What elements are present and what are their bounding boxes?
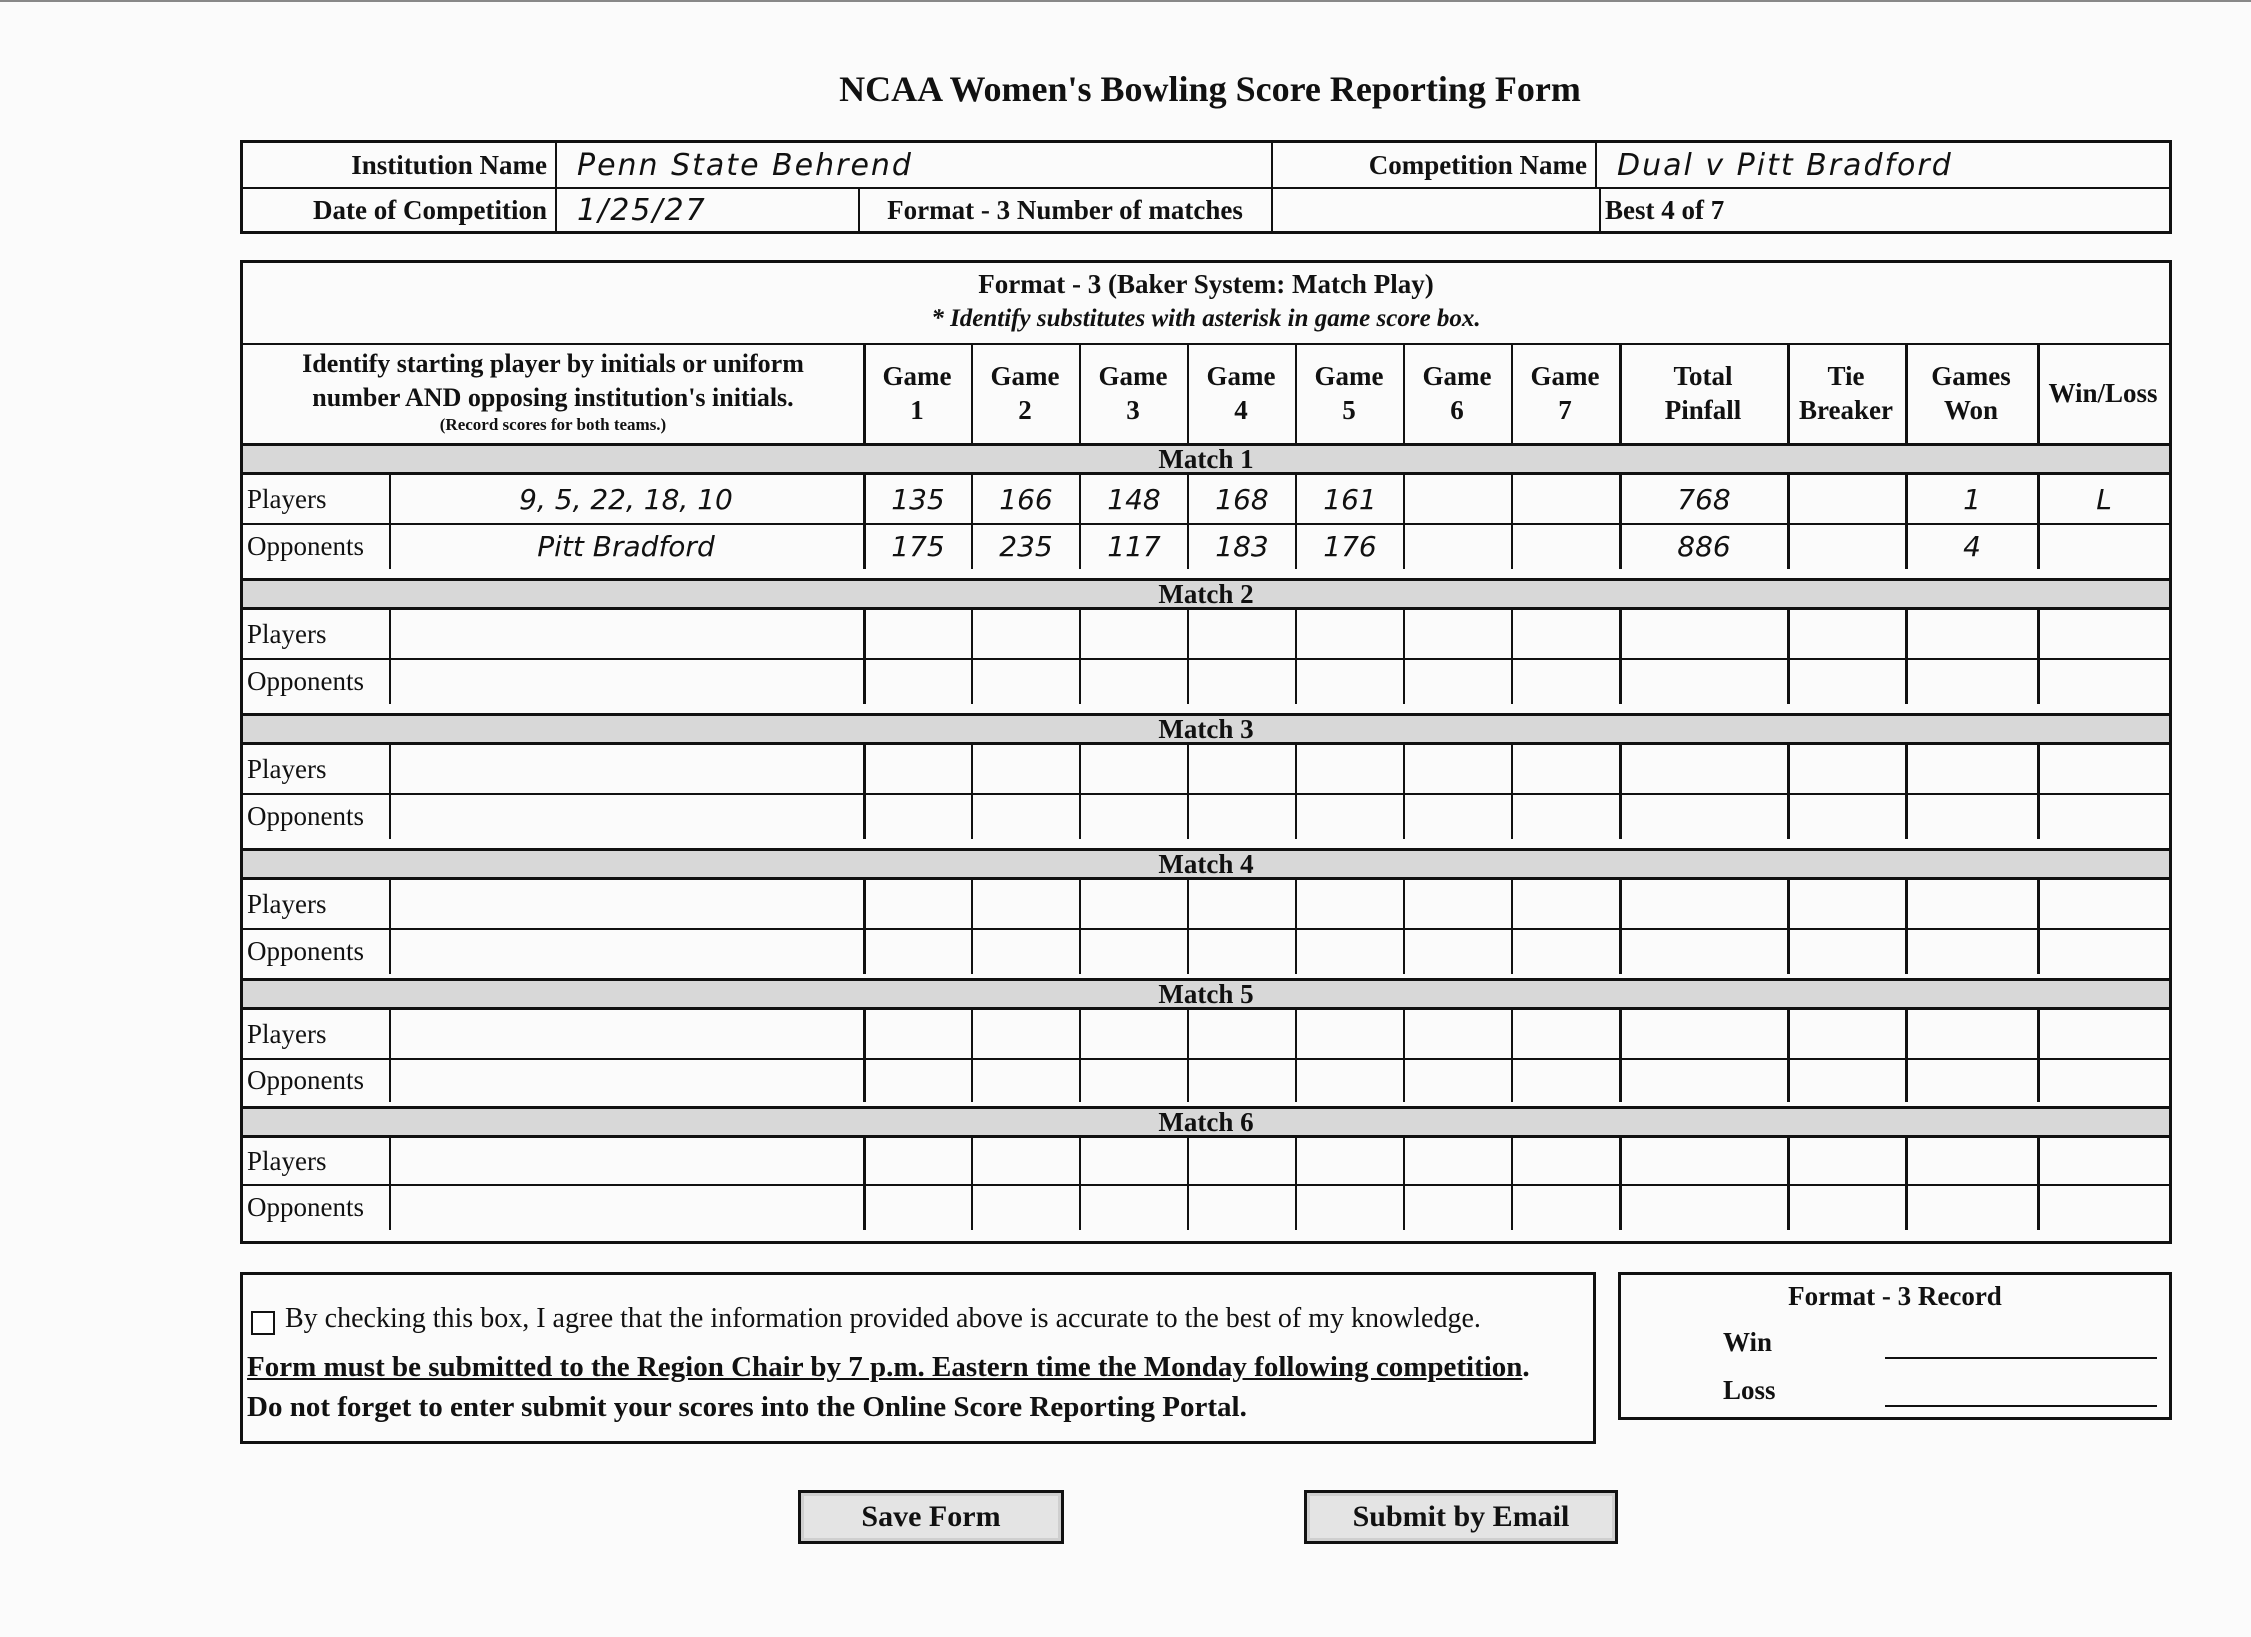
table-grid: [243, 263, 2169, 1241]
score-cell[interactable]: [1406, 793, 1510, 839]
cell-divider: [1187, 793, 1189, 839]
opponents-id-field[interactable]: [391, 1058, 861, 1102]
score-cell[interactable]: [1622, 880, 1786, 928]
cell-divider: [1403, 610, 1405, 658]
players-id-field[interactable]: [391, 1010, 861, 1058]
opponents-id-field[interactable]: [391, 1184, 861, 1230]
identify-line2: number AND opposing institution's initials.: [312, 383, 794, 412]
opponents-label: Opponents: [247, 665, 364, 696]
opponents-id-field[interactable]: [391, 793, 861, 839]
score-cell[interactable]: [1514, 880, 1618, 928]
score-cell[interactable]: [1082, 793, 1186, 839]
score-cell[interactable]: [974, 1138, 1078, 1184]
match-header: Match 6: [243, 1106, 2169, 1138]
score-cell[interactable]: [1406, 880, 1510, 928]
score-cell[interactable]: [1190, 1184, 1294, 1230]
cell-divider: [1187, 1010, 1189, 1058]
score-cell[interactable]: [1908, 1058, 2036, 1102]
score-cell[interactable]: [866, 745, 970, 793]
cell-divider: [1511, 745, 1513, 793]
cell-divider: [1511, 793, 1513, 839]
column-header: [1511, 343, 1619, 443]
score-cell[interactable]: [1298, 658, 1402, 704]
column-header: [2037, 343, 2169, 443]
competition-label: Competition Name: [1368, 149, 1587, 180]
cell-divider: [1403, 1138, 1405, 1184]
agree-checkbox[interactable]: [251, 1311, 275, 1335]
score-cell[interactable]: [1406, 745, 1510, 793]
score-cell[interactable]: [866, 658, 970, 704]
score-cell[interactable]: [866, 610, 970, 658]
cell-divider: [971, 1138, 973, 1184]
opponents-label: Opponents: [247, 800, 364, 831]
score-cell[interactable]: [1298, 928, 1402, 974]
score-cell[interactable]: [1622, 928, 1786, 974]
column-header-line1: Game: [1206, 361, 1276, 391]
score-cell[interactable]: [1908, 928, 2036, 974]
cell-divider: [1295, 745, 1297, 793]
column-header-line1: Game: [1422, 361, 1492, 391]
column-header: [1079, 343, 1187, 443]
players-label: Players: [247, 888, 327, 919]
cell-divider: [1403, 475, 1405, 523]
score-cell[interactable]: [2040, 610, 2168, 658]
score-cell[interactable]: [1406, 658, 1510, 704]
score-cell[interactable]: [2040, 928, 2168, 974]
column-header-line2: 4: [1234, 395, 1248, 425]
score-cell[interactable]: [1406, 523, 1510, 569]
score-cell[interactable]: [1190, 1010, 1294, 1058]
score-cell[interactable]: [1514, 793, 1618, 839]
score-cell[interactable]: [2040, 793, 2168, 839]
portal-text: . Do not forget to enter submit your scores into the Online Score Reporting Portal.: [247, 1351, 1530, 1423]
players-id-field[interactable]: [391, 880, 861, 928]
form-title: NCAA Women's Bowling Score Reporting Form: [839, 69, 1581, 109]
column-header: [1403, 343, 1511, 443]
cell-divider: [971, 1058, 973, 1102]
players-label: Players: [247, 753, 327, 784]
header-box: [240, 140, 2172, 234]
opponents-id-field[interactable]: [391, 658, 861, 704]
column-header-line2: Pinfall: [1664, 395, 1742, 425]
cell-divider: [1403, 793, 1405, 839]
score-cell[interactable]: [1190, 745, 1294, 793]
cell-divider: [1403, 1184, 1405, 1230]
score-cell[interactable]: 183: [1215, 529, 1269, 563]
column-header-line1: Game: [882, 361, 952, 391]
score-cell[interactable]: [1908, 1184, 2036, 1230]
score-cell[interactable]: [866, 1058, 970, 1102]
column-header-line1: Games: [1931, 361, 2011, 391]
score-cell[interactable]: [1908, 793, 2036, 839]
score-cell[interactable]: [1082, 1010, 1186, 1058]
column-header-line2: 3: [1126, 395, 1140, 425]
cell-divider: [1187, 928, 1189, 974]
opponents-label: Opponents: [247, 1064, 364, 1095]
score-cell[interactable]: 1: [1963, 482, 1981, 516]
cell-divider: [971, 523, 973, 569]
score-cell[interactable]: [1790, 610, 1904, 658]
column-header-line1: Tie: [1827, 361, 1865, 391]
cell-divider: [1295, 928, 1297, 974]
score-cell[interactable]: [1082, 610, 1186, 658]
score-cell[interactable]: [1514, 1058, 1618, 1102]
date-label: Date of Competition: [313, 194, 547, 225]
cell-divider: [1187, 475, 1189, 523]
cell-divider: [1187, 610, 1189, 658]
format-subtitle: * Identify substitutes with asterisk in game score box.: [931, 305, 1481, 332]
cell-divider: [971, 475, 973, 523]
score-cell[interactable]: [1298, 610, 1402, 658]
competition-field[interactable]: Dual v Pitt Bradford: [1617, 147, 1953, 183]
format-title: Format - 3 (Baker System: Match Play): [978, 269, 1434, 299]
cell-divider: [1403, 1058, 1405, 1102]
score-cell[interactable]: [2040, 745, 2168, 793]
cell-divider: [1295, 880, 1297, 928]
cell-divider: [1511, 658, 1513, 704]
cell-divider: [1511, 523, 1513, 569]
deadline-text: Form must be submitted to the Region Chair by 7 p.m. Eastern time the Monday following competition: [247, 1351, 1523, 1383]
score-cell[interactable]: [1406, 928, 1510, 974]
cell-divider: [1079, 1058, 1081, 1102]
cell-divider: [1079, 880, 1081, 928]
match-header: Match 4: [243, 848, 2169, 880]
cell-divider: [1079, 745, 1081, 793]
identify-line1: Identify starting player by initials or uniform: [302, 349, 804, 378]
score-cell[interactable]: [1514, 1184, 1618, 1230]
agree-text: By checking this box, I agree that the information provided above is accurate to the best of my knowledge.: [285, 1303, 1481, 1334]
match-header: Match 3: [243, 713, 2169, 745]
score-cell[interactable]: [1790, 1184, 1904, 1230]
submission-warning: [247, 1347, 1567, 1427]
score-cell[interactable]: [1190, 928, 1294, 974]
best-of-label: Best 4 of 7: [1605, 194, 1725, 225]
score-cell[interactable]: [1514, 745, 1618, 793]
score-cell[interactable]: 161: [1323, 482, 1377, 516]
cell-divider: [1079, 658, 1081, 704]
score-cell[interactable]: [974, 880, 1078, 928]
column-header: [863, 343, 971, 443]
score-cell[interactable]: 886: [1677, 529, 1731, 563]
score-cell[interactable]: [1790, 523, 1904, 569]
score-cell[interactable]: [1622, 610, 1786, 658]
score-cell[interactable]: [866, 1184, 970, 1230]
score-table: [240, 260, 2172, 1244]
loss-field[interactable]: [1885, 1405, 2157, 1407]
column-header-line2: Breaker: [1799, 395, 1893, 425]
players-id-field[interactable]: 9, 5, 22, 18, 10: [519, 482, 733, 516]
cell-divider: [1079, 475, 1081, 523]
score-cell[interactable]: [974, 610, 1078, 658]
cell-divider: [1511, 1058, 1513, 1102]
cell-divider: [1295, 610, 1297, 658]
column-header-line2: 5: [1342, 395, 1356, 425]
score-cell[interactable]: [1622, 1058, 1786, 1102]
score-cell[interactable]: [1406, 610, 1510, 658]
cell-divider: [1403, 880, 1405, 928]
score-cell[interactable]: 768: [1677, 482, 1731, 516]
score-cell[interactable]: [1082, 880, 1186, 928]
column-header: [1787, 343, 1905, 443]
cell-divider: [1295, 523, 1297, 569]
score-cell[interactable]: [2040, 1058, 2168, 1102]
cell-divider: [1295, 793, 1297, 839]
score-cell[interactable]: [974, 745, 1078, 793]
score-cell[interactable]: [1908, 880, 2036, 928]
column-header-line1: Win/Loss: [2048, 378, 2158, 408]
score-cell[interactable]: [1298, 1010, 1402, 1058]
score-cell[interactable]: [1298, 1138, 1402, 1184]
column-header: [1619, 343, 1787, 443]
score-cell[interactable]: [1298, 880, 1402, 928]
score-cell[interactable]: 175: [891, 529, 945, 563]
score-cell[interactable]: [1406, 1058, 1510, 1102]
score-cell[interactable]: [1298, 793, 1402, 839]
column-header-line1: Game: [990, 361, 1060, 391]
cell-divider: [971, 745, 973, 793]
score-cell[interactable]: [866, 880, 970, 928]
cell-divider: [1295, 658, 1297, 704]
score-cell[interactable]: [1514, 475, 1618, 523]
score-cell[interactable]: [1514, 610, 1618, 658]
cell-divider: [1187, 1138, 1189, 1184]
score-cell[interactable]: [1622, 1010, 1786, 1058]
score-cell[interactable]: [974, 928, 1078, 974]
score-cell[interactable]: [1190, 793, 1294, 839]
score-cell[interactable]: [1082, 928, 1186, 974]
cell-divider: [1079, 793, 1081, 839]
score-cell[interactable]: [866, 928, 970, 974]
opponents-label: Opponents: [247, 935, 364, 966]
cell-divider: [1295, 1010, 1297, 1058]
score-cell[interactable]: [1790, 658, 1904, 704]
notice-box: [240, 1272, 1596, 1444]
score-cell[interactable]: [2040, 658, 2168, 704]
score-cell[interactable]: [1908, 658, 2036, 704]
cell-divider: [1187, 658, 1189, 704]
column-header-line1: Game: [1314, 361, 1384, 391]
cell-divider: [1511, 1184, 1513, 1230]
cell-divider: [971, 610, 973, 658]
win-label: Win: [1723, 1327, 1773, 1357]
cell-divider: [1187, 880, 1189, 928]
column-header-line1: Total: [1673, 361, 1733, 391]
cell-divider: [1295, 1138, 1297, 1184]
match-header: Match 1: [243, 443, 2169, 475]
match-header: Match 2: [243, 578, 2169, 610]
score-cell[interactable]: [2040, 523, 2168, 569]
cell-divider: [1403, 745, 1405, 793]
score-cell[interactable]: L: [2096, 482, 2112, 516]
column-header-line2: 7: [1558, 395, 1572, 425]
score-cell[interactable]: [1622, 745, 1786, 793]
cell-divider: [971, 880, 973, 928]
column-header-line2: 2: [1018, 395, 1032, 425]
column-header: [1187, 343, 1295, 443]
score-cell[interactable]: [1514, 1010, 1618, 1058]
cell-divider: [1187, 1184, 1189, 1230]
cell-divider: [1403, 658, 1405, 704]
cell-divider: [1295, 1058, 1297, 1102]
cell-divider: [1511, 475, 1513, 523]
score-cell[interactable]: [1790, 928, 1904, 974]
players-label: Players: [247, 483, 327, 514]
score-cell[interactable]: [1908, 1138, 2036, 1184]
cell-divider: [1295, 475, 1297, 523]
submit-email-button[interactable]: Submit by Email: [1304, 1490, 1618, 1544]
score-cell[interactable]: [1298, 745, 1402, 793]
identify-note: (Record scores for both teams.): [439, 415, 667, 434]
opponents-label: Opponents: [247, 530, 364, 561]
win-field[interactable]: [1885, 1357, 2157, 1359]
score-cell[interactable]: [1790, 1010, 1904, 1058]
players-label: Players: [247, 618, 327, 649]
column-header: [1905, 343, 2037, 443]
score-cell[interactable]: 135: [891, 482, 945, 516]
score-cell[interactable]: [1190, 880, 1294, 928]
score-cell[interactable]: [1908, 745, 2036, 793]
institution-label: Institution Name: [351, 149, 547, 180]
opponents-id-field[interactable]: Pitt Bradford: [537, 529, 715, 563]
cell-divider: [1187, 523, 1189, 569]
score-cell[interactable]: [1082, 1184, 1186, 1230]
score-cell[interactable]: 117: [1107, 529, 1161, 563]
score-cell[interactable]: [1790, 793, 1904, 839]
score-cell[interactable]: [1406, 475, 1510, 523]
score-cell[interactable]: 4: [1963, 529, 1981, 563]
cell-divider: [1187, 1058, 1189, 1102]
score-cell[interactable]: [1622, 1138, 1786, 1184]
cell-divider: [1511, 610, 1513, 658]
score-cell[interactable]: 166: [999, 482, 1053, 516]
date-field[interactable]: 1/25/27: [577, 192, 707, 228]
score-cell[interactable]: [1298, 1058, 1402, 1102]
score-cell[interactable]: [974, 1058, 1078, 1102]
column-header-line2: 6: [1450, 395, 1464, 425]
cell-divider: [1511, 928, 1513, 974]
score-cell[interactable]: [1908, 610, 2036, 658]
score-cell[interactable]: [2040, 1010, 2168, 1058]
top-rule: [0, 0, 2251, 2]
institution-field[interactable]: Penn State Behrend: [577, 147, 913, 183]
score-cell[interactable]: 168: [1215, 482, 1269, 516]
score-cell[interactable]: [1406, 1184, 1510, 1230]
cell-divider: [971, 658, 973, 704]
loss-label: Loss: [1723, 1375, 1776, 1405]
cell-divider: [1079, 928, 1081, 974]
score-cell[interactable]: [1082, 1058, 1186, 1102]
opponents-id-field[interactable]: [391, 928, 861, 974]
cell-divider: [1403, 1010, 1405, 1058]
column-header-line2: 1: [910, 395, 924, 425]
score-cell[interactable]: [1190, 658, 1294, 704]
cell-divider: [1079, 1184, 1081, 1230]
score-cell[interactable]: [974, 1010, 1078, 1058]
score-cell[interactable]: [1790, 475, 1904, 523]
opponents-label: Opponents: [247, 1191, 364, 1222]
cell-divider: [1511, 1010, 1513, 1058]
cell-divider: [1187, 745, 1189, 793]
cell-divider: [971, 928, 973, 974]
score-cell[interactable]: [1790, 1138, 1904, 1184]
score-cell[interactable]: [866, 793, 970, 839]
cell-divider: [1511, 880, 1513, 928]
score-cell[interactable]: [1908, 1010, 2036, 1058]
score-cell[interactable]: [2040, 1138, 2168, 1184]
cell-divider: [971, 1010, 973, 1058]
score-cell[interactable]: [1790, 880, 1904, 928]
score-cell[interactable]: [2040, 880, 2168, 928]
record-title: Format - 3 Record: [1788, 1281, 2002, 1311]
score-cell[interactable]: [1082, 1138, 1186, 1184]
score-cell[interactable]: [1790, 1058, 1904, 1102]
score-cell[interactable]: [1298, 1184, 1402, 1230]
score-cell[interactable]: [1082, 745, 1186, 793]
score-cell[interactable]: [1406, 1010, 1510, 1058]
score-cell[interactable]: [974, 658, 1078, 704]
cell-divider: [1295, 1184, 1297, 1230]
column-header: [971, 343, 1079, 443]
column-header-line1: Game: [1098, 361, 1168, 391]
score-cell[interactable]: [1514, 928, 1618, 974]
cell-divider: [1079, 610, 1081, 658]
players-label: Players: [247, 1018, 327, 1049]
cell-divider: [1403, 928, 1405, 974]
players-id-field[interactable]: [391, 1138, 861, 1184]
score-cell[interactable]: [2040, 1184, 2168, 1230]
score-cell[interactable]: [974, 1184, 1078, 1230]
score-cell[interactable]: 148: [1107, 482, 1161, 516]
score-cell[interactable]: [866, 1010, 970, 1058]
players-id-field[interactable]: [391, 610, 861, 658]
save-form-button[interactable]: Save Form: [798, 1490, 1064, 1544]
score-cell[interactable]: 176: [1323, 529, 1377, 563]
cell-divider: [971, 793, 973, 839]
score-cell[interactable]: [1514, 1138, 1618, 1184]
score-cell[interactable]: [1514, 658, 1618, 704]
format-label: Format - 3 Number of matches: [887, 194, 1243, 225]
score-cell[interactable]: [1406, 1138, 1510, 1184]
players-id-field[interactable]: [391, 745, 861, 793]
cell-divider: [1079, 523, 1081, 569]
score-cell[interactable]: [1190, 610, 1294, 658]
column-header-line2: Won: [1943, 395, 1998, 425]
record-box: [1618, 1272, 2172, 1420]
score-cell[interactable]: [1190, 1058, 1294, 1102]
score-cell[interactable]: [1622, 1184, 1786, 1230]
score-cell[interactable]: [866, 1138, 970, 1184]
match-header: Match 5: [243, 978, 2169, 1010]
column-header: [1295, 343, 1403, 443]
score-cell[interactable]: [1514, 523, 1618, 569]
cell-divider: [1079, 1138, 1081, 1184]
score-cell[interactable]: [1790, 745, 1904, 793]
score-cell[interactable]: [1190, 1138, 1294, 1184]
score-cell[interactable]: 235: [999, 529, 1053, 563]
column-header-line1: Game: [1530, 361, 1600, 391]
score-cell[interactable]: [1622, 793, 1786, 839]
score-cell[interactable]: [974, 793, 1078, 839]
score-cell[interactable]: [1622, 658, 1786, 704]
cell-divider: [1403, 523, 1405, 569]
cell-divider: [1511, 1138, 1513, 1184]
score-cell[interactable]: [1082, 658, 1186, 704]
cell-divider: [1079, 1010, 1081, 1058]
cell-divider: [971, 1184, 973, 1230]
players-label: Players: [247, 1145, 327, 1176]
format-field[interactable]: [1273, 189, 1597, 231]
